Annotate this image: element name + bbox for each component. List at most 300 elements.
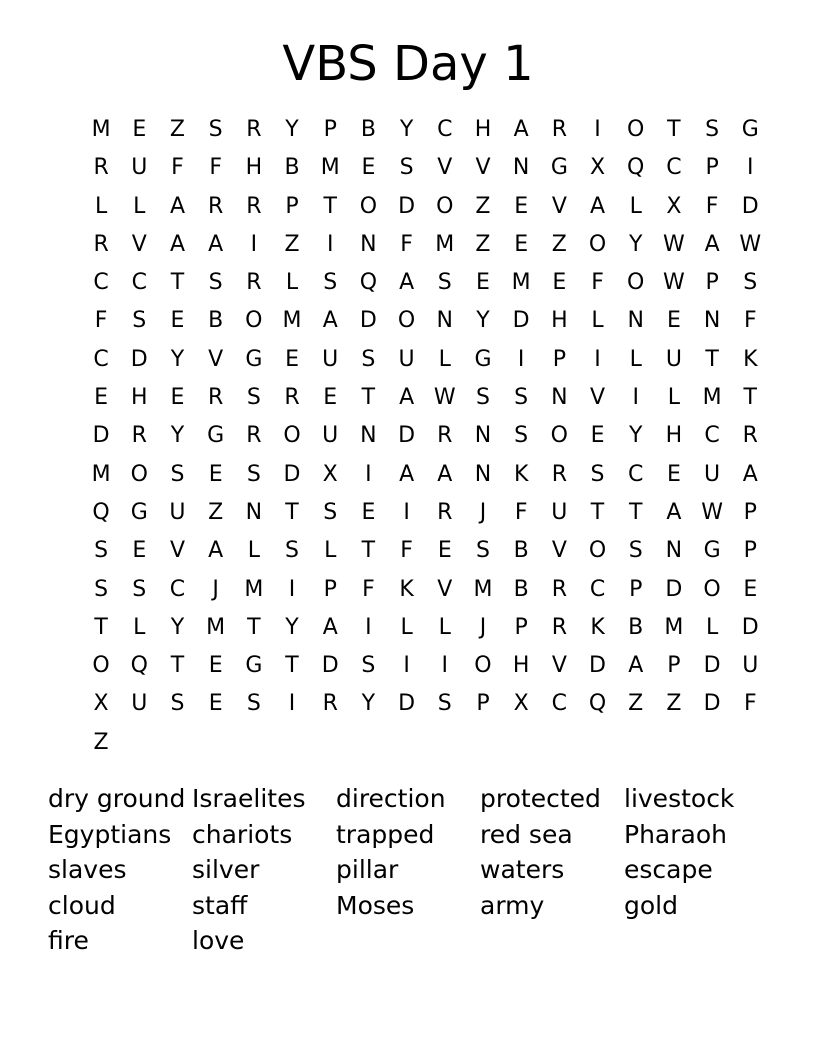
grid-letter: Z bbox=[628, 691, 644, 717]
grid-letter: V bbox=[437, 155, 453, 181]
grid-letter: S bbox=[285, 538, 300, 564]
grid-letter: Y bbox=[476, 308, 490, 334]
grid-letter: D bbox=[321, 653, 339, 679]
grid-letter: U bbox=[322, 346, 339, 372]
grid-letter: W bbox=[663, 231, 685, 257]
grid-letter: M bbox=[91, 117, 111, 142]
grid-letter: W bbox=[663, 270, 685, 296]
grid-letter: I bbox=[594, 117, 601, 142]
grid-letter: X bbox=[93, 691, 109, 717]
grid-letter: E bbox=[666, 461, 681, 487]
grid-letter: E bbox=[132, 538, 147, 564]
grid-letter: C bbox=[589, 576, 606, 602]
grid-letter: T bbox=[667, 117, 681, 142]
grid-letter: I bbox=[326, 231, 334, 257]
grid-letter: D bbox=[741, 614, 759, 640]
grid-letter: E bbox=[552, 270, 567, 296]
grid-letter: P bbox=[552, 346, 566, 372]
word-list-item: escape bbox=[624, 855, 713, 885]
grid-letter: E bbox=[94, 385, 109, 411]
grid-letter: A bbox=[628, 653, 644, 679]
grid-letter: M bbox=[282, 308, 302, 334]
grid-letter: B bbox=[284, 155, 300, 181]
grid-letter: Q bbox=[627, 155, 645, 181]
grid-letter: U bbox=[742, 653, 759, 679]
grid-letter: Y bbox=[285, 117, 299, 142]
grid-letter: O bbox=[245, 308, 263, 334]
grid-letter: R bbox=[246, 193, 262, 219]
grid-letter: U bbox=[322, 423, 339, 449]
grid-letter: S bbox=[437, 691, 452, 717]
grid-letter: U bbox=[169, 499, 186, 525]
word-list-item: Egyptians bbox=[48, 819, 172, 849]
grid-letter: M bbox=[91, 461, 111, 487]
grid-letter: Q bbox=[92, 499, 110, 525]
grid-letter: D bbox=[398, 691, 416, 717]
grid-letter: L bbox=[133, 193, 146, 219]
grid-letter: C bbox=[666, 155, 682, 181]
grid-letter: Z bbox=[666, 691, 682, 717]
grid-letter: E bbox=[132, 117, 147, 142]
grid-letter: C bbox=[704, 423, 720, 449]
grid-letter: X bbox=[322, 461, 338, 487]
grid-letter: M bbox=[664, 614, 684, 640]
grid-letter: G bbox=[245, 653, 263, 679]
word-list-item: red sea bbox=[480, 819, 573, 849]
word-list-item: slaves bbox=[48, 855, 127, 885]
grid-letter: F bbox=[743, 691, 757, 717]
grid-letter: N bbox=[512, 155, 530, 181]
grid-letter: C bbox=[93, 270, 109, 296]
grid-letter: X bbox=[589, 155, 606, 181]
grid-letter: L bbox=[285, 270, 299, 296]
grid-letter: S bbox=[246, 691, 261, 717]
grid-letter: S bbox=[475, 538, 490, 564]
grid-letter: T bbox=[743, 385, 757, 411]
grid-letter: U bbox=[131, 691, 148, 717]
grid-letter: J bbox=[479, 499, 487, 525]
grid-letter: T bbox=[285, 653, 299, 679]
grid-letter: E bbox=[476, 270, 490, 296]
word-search-grid bbox=[82, 111, 769, 762]
grid-letter: S bbox=[208, 270, 223, 296]
grid-letter: W bbox=[701, 499, 723, 525]
grid-letter: R bbox=[551, 576, 567, 602]
grid-letter: P bbox=[705, 155, 719, 181]
grid-letter: I bbox=[288, 691, 296, 717]
grid-letter: T bbox=[705, 346, 719, 372]
grid-letter: F bbox=[171, 155, 184, 181]
grid-letter: P bbox=[705, 270, 719, 296]
grid-letter: T bbox=[323, 193, 337, 219]
grid-letter: M bbox=[244, 576, 264, 602]
grid-letter: E bbox=[208, 653, 223, 679]
grid-letter: E bbox=[514, 231, 529, 257]
grid-letter: S bbox=[361, 346, 376, 372]
grid-letter: O bbox=[474, 653, 492, 679]
grid-letter: O bbox=[92, 653, 110, 679]
grid-letter: V bbox=[208, 346, 224, 372]
grid-letter: Z bbox=[169, 117, 185, 142]
grid-letter: O bbox=[359, 193, 378, 219]
grid-letter: S bbox=[94, 576, 109, 602]
grid-letter: I bbox=[517, 346, 525, 372]
grid-letter: T bbox=[361, 385, 376, 411]
grid-letter: D bbox=[512, 308, 530, 334]
grid-letter: A bbox=[399, 385, 415, 411]
grid-letter: C bbox=[437, 117, 453, 142]
word-list-item: chariots bbox=[192, 819, 293, 849]
grid-letter: A bbox=[169, 193, 185, 219]
grid-letter: N bbox=[627, 308, 644, 334]
grid-letter: R bbox=[437, 423, 453, 449]
grid-letter: K bbox=[513, 461, 529, 487]
grid-letter: N bbox=[360, 231, 377, 257]
grid-letter: O bbox=[283, 423, 301, 449]
grid-letter: E bbox=[514, 193, 529, 219]
grid-letter: S bbox=[590, 461, 605, 487]
grid-letter: D bbox=[703, 653, 721, 679]
grid-letter: S bbox=[170, 691, 185, 717]
word-list-item: direction bbox=[336, 784, 446, 813]
grid-letter: R bbox=[246, 423, 262, 449]
grid-letter: S bbox=[94, 538, 109, 564]
grid-letter: D bbox=[589, 653, 606, 679]
grid-letter: I bbox=[594, 346, 601, 372]
grid-letter: Y bbox=[628, 231, 643, 257]
grid-letter: N bbox=[474, 461, 492, 487]
grid-letter: D bbox=[283, 461, 301, 487]
grid-letter: U bbox=[665, 346, 682, 372]
grid-letter: Z bbox=[208, 499, 224, 525]
grid-letter: D bbox=[359, 308, 377, 334]
grid-letter: R bbox=[437, 499, 453, 525]
grid-letter: J bbox=[479, 614, 487, 640]
grid-letter: X bbox=[666, 193, 682, 219]
grid-letter: H bbox=[474, 117, 492, 142]
grid-letter: S bbox=[628, 538, 643, 564]
grid-letter: G bbox=[550, 155, 568, 181]
grid-letter: F bbox=[400, 231, 413, 257]
grid-letter: A bbox=[666, 499, 682, 525]
grid-letter: A bbox=[208, 538, 224, 564]
grid-letter: I bbox=[365, 614, 372, 640]
grid-letter: V bbox=[437, 576, 453, 602]
grid-letter: S bbox=[514, 385, 529, 411]
grid-letter: S bbox=[475, 385, 490, 411]
grid-letter: G bbox=[245, 346, 263, 372]
grid-letter: E bbox=[208, 461, 223, 487]
grid-letter: G bbox=[130, 499, 148, 525]
grid-letter: R bbox=[322, 691, 338, 717]
grid-letter: S bbox=[437, 270, 452, 296]
grid-letter: G bbox=[741, 117, 759, 142]
word-list-item: Israelites bbox=[192, 784, 306, 813]
grid-letter: A bbox=[590, 193, 606, 219]
grid-letter: E bbox=[170, 385, 185, 411]
grid-letter: F bbox=[400, 538, 413, 564]
grid-letter: B bbox=[360, 117, 376, 142]
grid-letter: S bbox=[246, 385, 261, 411]
word-list-item: trapped bbox=[336, 819, 435, 849]
grid-letter: M bbox=[206, 614, 226, 640]
grid-letter: R bbox=[246, 117, 262, 142]
grid-letter: E bbox=[170, 308, 185, 334]
grid-letter: R bbox=[208, 193, 224, 219]
grid-letter: O bbox=[627, 117, 645, 142]
grid-letter: O bbox=[588, 231, 607, 257]
grid-letter: L bbox=[705, 614, 719, 640]
grid-letter: L bbox=[438, 614, 451, 640]
grid-letter: L bbox=[629, 346, 642, 372]
grid-letter: T bbox=[590, 499, 605, 525]
grid-letter: V bbox=[475, 155, 491, 181]
grid-letter: I bbox=[250, 231, 258, 257]
grid-letter: U bbox=[704, 461, 721, 487]
grid-letter: V bbox=[551, 193, 567, 219]
grid-letter: O bbox=[130, 461, 148, 487]
grid-letter: S bbox=[514, 423, 529, 449]
grid-letter: H bbox=[665, 423, 683, 449]
grid-letter: A bbox=[513, 117, 529, 142]
grid-letter: Y bbox=[170, 346, 185, 372]
grid-letter: Z bbox=[93, 729, 109, 755]
grid-letter: V bbox=[590, 385, 606, 411]
grid-letter: R bbox=[246, 270, 262, 296]
word-list-item: cloud bbox=[48, 890, 116, 920]
grid-letter: D bbox=[703, 691, 721, 717]
grid-letter: P bbox=[476, 691, 490, 717]
grid-letter: Y bbox=[628, 423, 643, 449]
grid-letter: T bbox=[94, 614, 108, 640]
grid-letter: D bbox=[398, 423, 416, 449]
grid-letter: O bbox=[397, 308, 416, 334]
grid-letter: N bbox=[474, 423, 492, 449]
grid-letter: D bbox=[130, 346, 148, 372]
grid-letter: R bbox=[551, 117, 567, 142]
word-list-item: love bbox=[192, 926, 245, 956]
grid-letter: I bbox=[632, 385, 639, 411]
grid-letter: G bbox=[474, 346, 492, 372]
word-list-item: waters bbox=[480, 855, 565, 885]
grid-letter: T bbox=[247, 614, 261, 640]
grid-letter: T bbox=[170, 270, 185, 296]
grid-letter: K bbox=[743, 346, 758, 372]
grid-letter: F bbox=[514, 499, 528, 525]
grid-letter: Q bbox=[130, 653, 148, 679]
grid-letter: M bbox=[473, 576, 493, 602]
grid-letter: R bbox=[93, 231, 109, 257]
grid-letter: S bbox=[170, 461, 185, 487]
word-list bbox=[48, 781, 768, 959]
grid-letter: W bbox=[739, 231, 762, 257]
grid-letter: D bbox=[398, 193, 416, 219]
grid-letter: S bbox=[399, 155, 414, 181]
grid-letter: E bbox=[361, 155, 376, 181]
grid-letter: Z bbox=[284, 231, 300, 257]
word-list-item: protected bbox=[480, 784, 601, 813]
grid-letter: S bbox=[705, 117, 720, 142]
grid-letter: Y bbox=[170, 614, 185, 640]
grid-letter: W bbox=[433, 385, 456, 411]
grid-letter: A bbox=[704, 231, 720, 257]
grid-letter: I bbox=[403, 653, 410, 679]
grid-letter: E bbox=[590, 423, 605, 449]
word-list-item: livestock bbox=[624, 784, 735, 813]
grid-letter: S bbox=[323, 499, 338, 525]
grid-letter: I bbox=[288, 576, 296, 602]
grid-letter: C bbox=[131, 270, 147, 296]
grid-letter: P bbox=[514, 614, 528, 640]
grid-letter: L bbox=[133, 614, 146, 640]
grid-letter: G bbox=[703, 538, 721, 564]
grid-letter: O bbox=[627, 270, 645, 296]
grid-letter: A bbox=[399, 270, 415, 296]
grid-letter: S bbox=[132, 308, 147, 334]
grid-letter: M bbox=[320, 155, 340, 181]
grid-letter: T bbox=[170, 653, 185, 679]
grid-letter: E bbox=[743, 576, 758, 602]
grid-letter: P bbox=[743, 499, 757, 525]
grid-letter: N bbox=[665, 538, 683, 564]
grid-letter: H bbox=[512, 653, 530, 679]
grid-letter: C bbox=[93, 346, 109, 372]
grid-letter: X bbox=[513, 691, 529, 717]
grid-letter: R bbox=[742, 423, 758, 449]
grid-letter: O bbox=[588, 538, 607, 564]
grid-letter: N bbox=[436, 308, 454, 334]
grid-letter: A bbox=[208, 231, 224, 257]
grid-letter: V bbox=[169, 538, 185, 564]
grid-letter: V bbox=[551, 538, 567, 564]
grid-letter: Q bbox=[359, 270, 378, 296]
grid-letter: M bbox=[435, 231, 455, 257]
grid-letter: S bbox=[361, 653, 376, 679]
grid-letter: Q bbox=[588, 691, 607, 717]
grid-letter: F bbox=[94, 308, 108, 334]
grid-letter: F bbox=[705, 193, 719, 219]
grid-letter: B bbox=[628, 614, 644, 640]
grid-letter: Y bbox=[170, 423, 185, 449]
grid-letter: A bbox=[169, 231, 185, 257]
word-list-item: gold bbox=[624, 890, 678, 920]
grid-letter: B bbox=[208, 308, 224, 334]
grid-letter: P bbox=[323, 576, 337, 602]
grid-letter: P bbox=[285, 193, 299, 219]
grid-letter: S bbox=[246, 461, 261, 487]
grid-letter: P bbox=[629, 576, 643, 602]
grid-letter: T bbox=[285, 499, 299, 525]
grid-letter: C bbox=[551, 691, 568, 717]
word-list-item: staff bbox=[192, 890, 248, 920]
grid-letter: I bbox=[365, 461, 372, 487]
grid-letter: R bbox=[284, 385, 300, 411]
grid-letter: E bbox=[323, 385, 338, 411]
grid-letter: B bbox=[513, 538, 529, 564]
grid-letter: Z bbox=[475, 231, 491, 257]
grid-letter: S bbox=[132, 576, 147, 602]
grid-letter: A bbox=[322, 308, 338, 334]
grid-letter: O bbox=[703, 576, 721, 602]
grid-letter: K bbox=[399, 576, 414, 602]
grid-letter: S bbox=[208, 117, 223, 142]
grid-letter: A bbox=[322, 614, 338, 640]
grid-letter: M bbox=[511, 270, 531, 296]
grid-letter: I bbox=[747, 155, 754, 181]
grid-letter: K bbox=[590, 614, 605, 640]
grid-letter: E bbox=[285, 346, 299, 372]
grid-letter: Z bbox=[551, 231, 567, 257]
grid-letter: A bbox=[742, 461, 758, 487]
grid-letter: J bbox=[212, 576, 219, 602]
word-list-item: army bbox=[480, 890, 545, 920]
grid-letter: N bbox=[703, 308, 721, 334]
grid-letter: F bbox=[209, 155, 222, 181]
grid-letter: R bbox=[551, 461, 567, 487]
word-list-item: Pharaoh bbox=[624, 819, 727, 849]
grid-letter: N bbox=[551, 385, 568, 411]
grid-letter: P bbox=[323, 117, 337, 142]
grid-letter: N bbox=[245, 499, 263, 525]
grid-letter: D bbox=[92, 423, 110, 449]
grid-letter: R bbox=[131, 423, 147, 449]
word-list-item: pillar bbox=[336, 855, 399, 885]
grid-letter: P bbox=[667, 653, 681, 679]
grid-letter: V bbox=[131, 231, 147, 257]
grid-letter: Z bbox=[475, 193, 491, 219]
grid-letter: T bbox=[628, 499, 643, 525]
grid-letter: R bbox=[93, 155, 109, 181]
grid-letter: Y bbox=[285, 614, 299, 640]
grid-letter: E bbox=[208, 691, 223, 717]
grid-letter: L bbox=[591, 308, 604, 334]
grid-letter: F bbox=[362, 576, 375, 602]
grid-letter: L bbox=[94, 193, 108, 219]
grid-letter: R bbox=[208, 385, 224, 411]
grid-letter: U bbox=[131, 155, 148, 181]
grid-letter: S bbox=[743, 270, 758, 296]
grid-letter: D bbox=[741, 193, 759, 219]
word-list-item: fire bbox=[48, 926, 89, 956]
grid-letter: L bbox=[438, 346, 451, 372]
grid-letter: P bbox=[743, 538, 757, 564]
grid-letter: H bbox=[131, 385, 148, 411]
grid-letter: L bbox=[400, 614, 413, 640]
grid-letter: Y bbox=[361, 691, 376, 717]
grid-letter: F bbox=[591, 270, 604, 296]
grid-letter: E bbox=[361, 499, 376, 525]
grid-letter: H bbox=[245, 155, 263, 181]
grid-letter: V bbox=[551, 653, 567, 679]
grid-letter: D bbox=[665, 576, 683, 602]
grid-letter: H bbox=[551, 308, 568, 334]
word-list-item: Moses bbox=[336, 890, 415, 920]
grid-letter: F bbox=[743, 308, 757, 334]
grid-letter: L bbox=[324, 538, 337, 564]
grid-letter: A bbox=[437, 461, 453, 487]
grid-letter: G bbox=[207, 423, 225, 449]
grid-letter: S bbox=[323, 270, 338, 296]
grid-letter: L bbox=[247, 538, 260, 564]
grid-letter: U bbox=[398, 346, 415, 372]
grid-letter: M bbox=[702, 385, 722, 411]
grid-letter: L bbox=[629, 193, 642, 219]
grid-letter: A bbox=[399, 461, 415, 487]
grid-letter: N bbox=[360, 423, 377, 449]
page-title: VBS Day 1 bbox=[282, 36, 534, 92]
grid-letter: R bbox=[551, 614, 567, 640]
grid-letter: L bbox=[667, 385, 681, 411]
